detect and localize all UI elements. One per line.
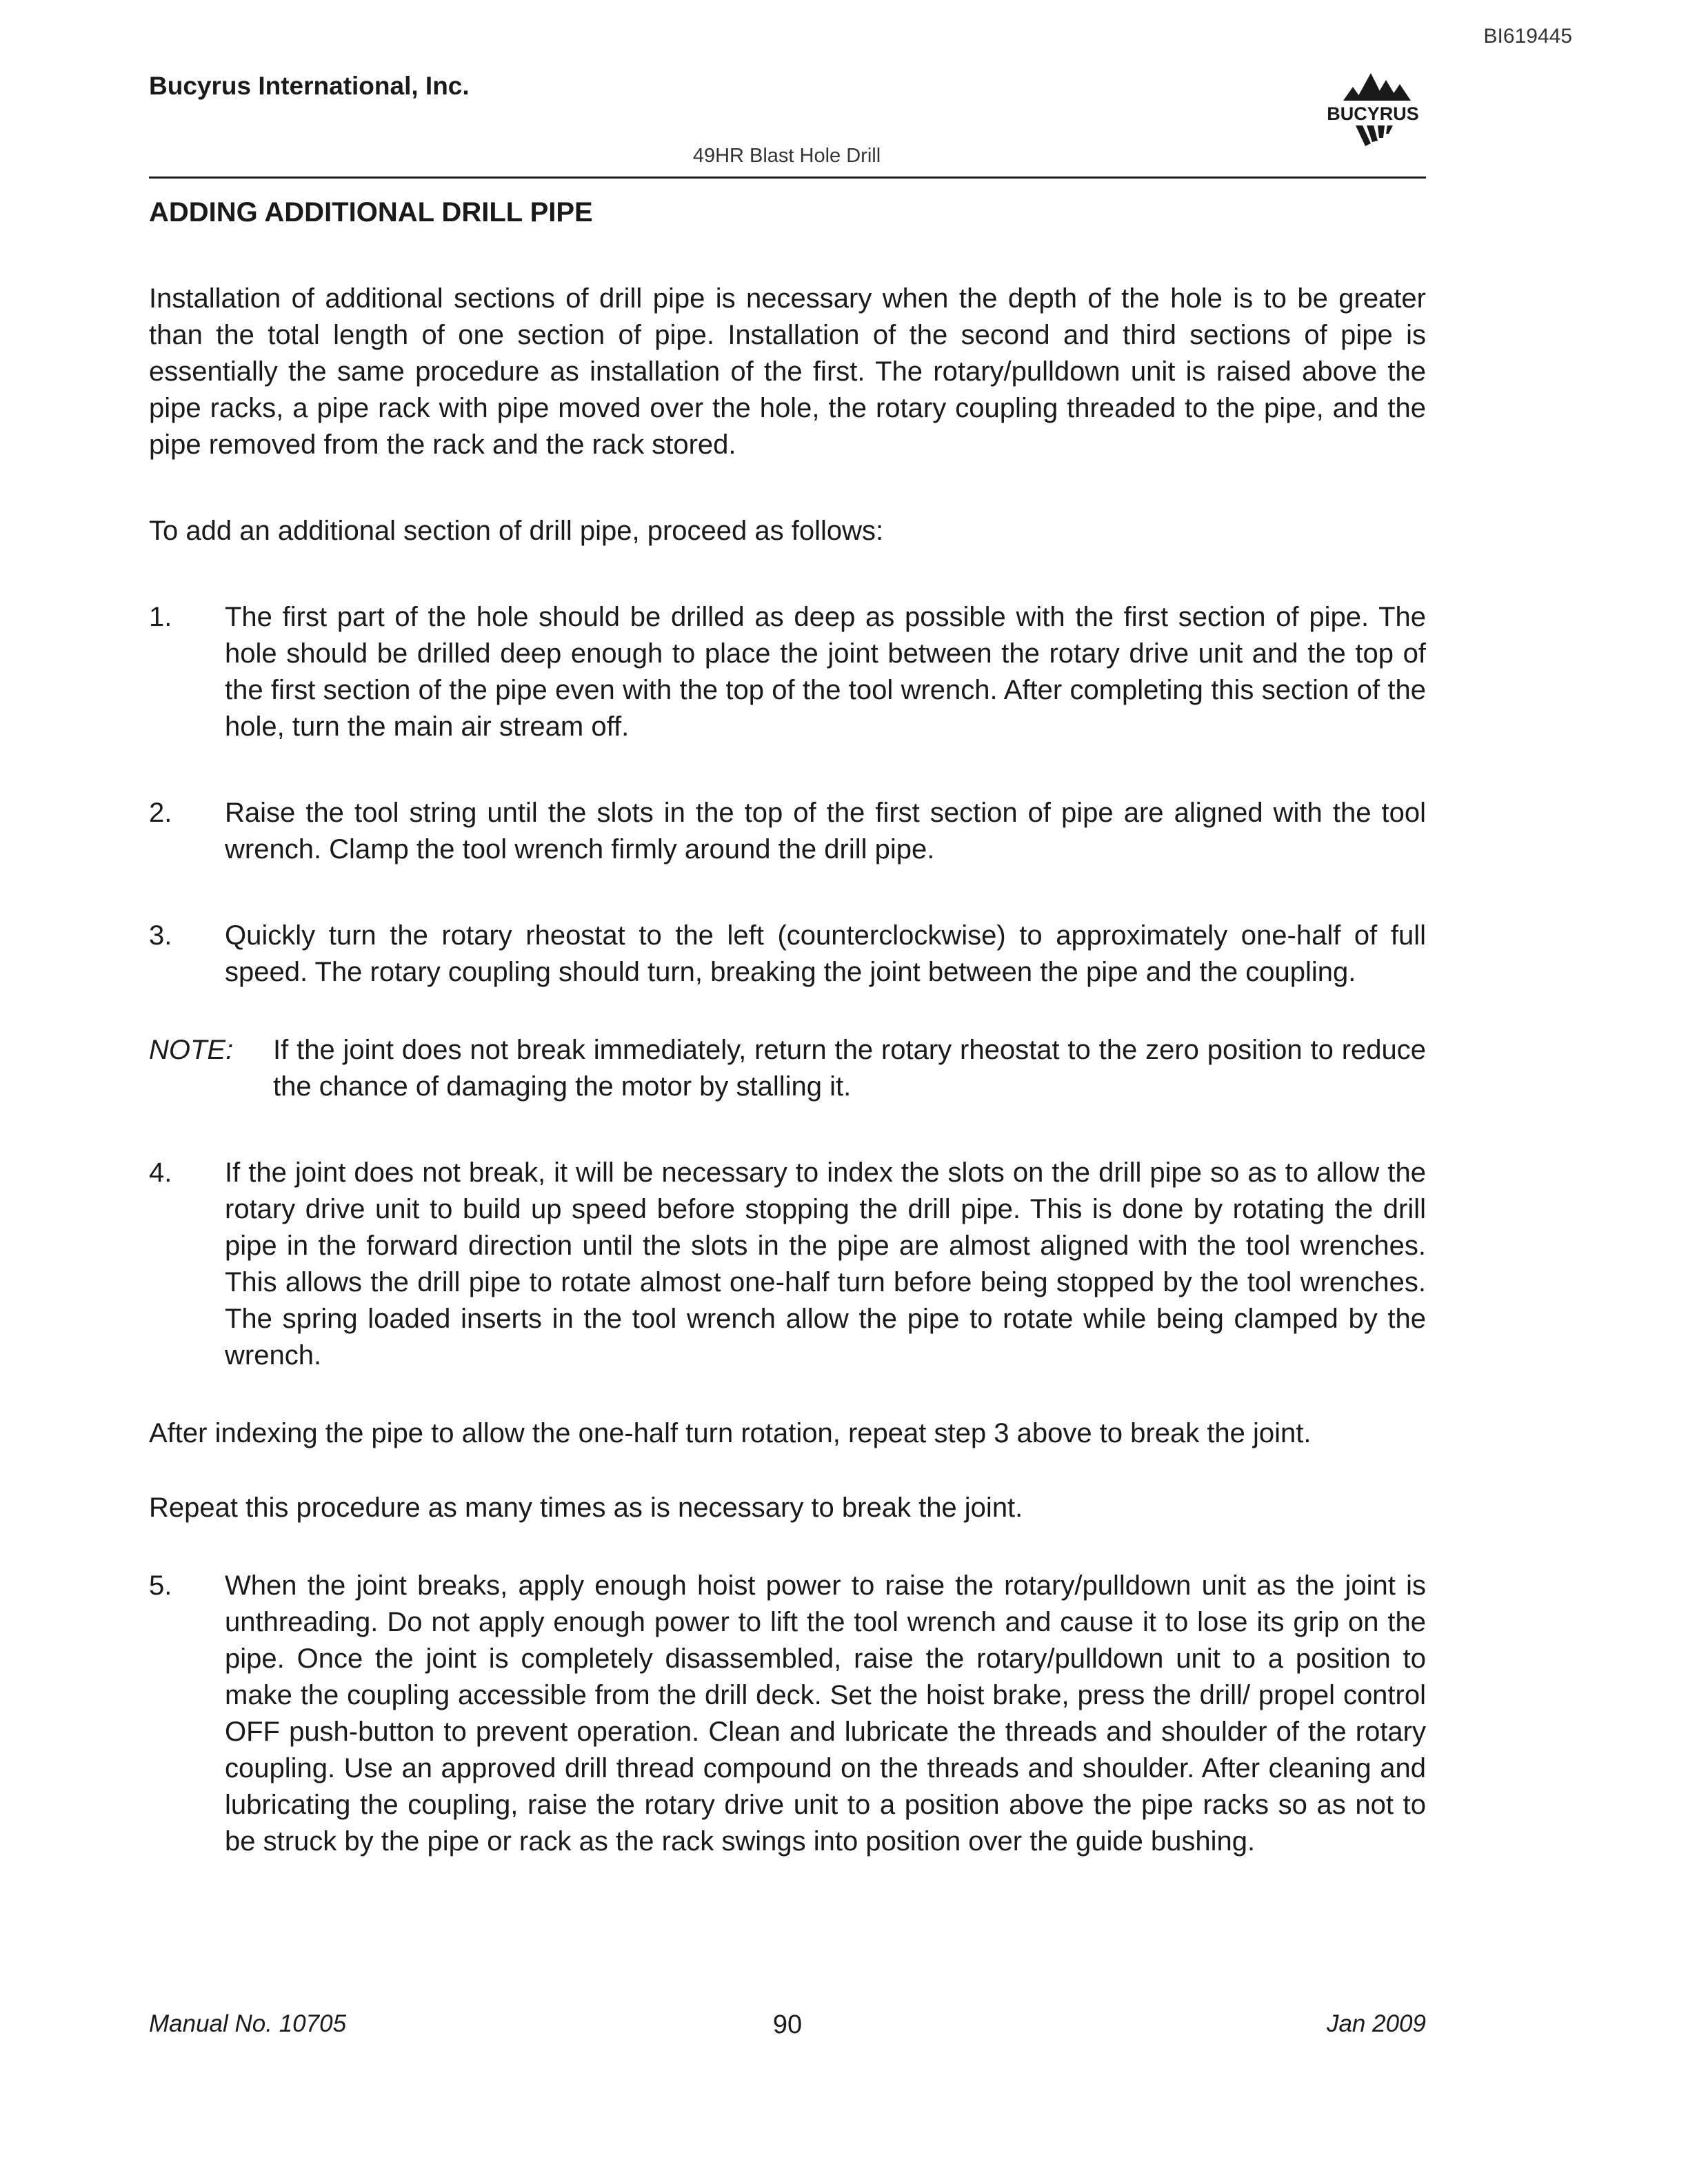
- step-number: 4.: [149, 1157, 172, 1188]
- step-text: When the joint breaks, apply enough hoist power to raise the rotary/pulldown unit as the joint is unthreading. Do not apply enough power to lift the tool wrench and cause it to lose its grip on the pipe. Once the joint is completely disassembled, raise the rotary/pulldown unit to a position to make the coupling accessible from the drill deck. Set the hoist brake, press the drill/ propel control OFF push-button to prevent operation. Clean and lubricate the threads and shoulder of the rotary coupling. Use an approved drill thread compound on the threads and shoulder. After cleaning and lubricating the coupling, raise the rotary drive unit to a position above the pipe racks so as not to be struck by the pipe or rack as the rack swings into position over the guide bushing.: [225, 1570, 1426, 1857]
- page-number: 90: [772, 2010, 803, 2039]
- step-3: [149, 918, 1426, 991]
- logo-text: BUCYRUS: [1327, 103, 1419, 124]
- step-4: [149, 1155, 1426, 1374]
- step-2: [149, 795, 1426, 868]
- repeat-paragraph: Repeat this procedure as many times as is necessary to break the joint.: [149, 1493, 1023, 1523]
- bucyrus-logo-icon: [1307, 69, 1438, 154]
- step-number: 2.: [149, 798, 172, 828]
- note-text: If the joint does not break immediately, return the rotary rheostat to the zero position to reduce the chance of damaging the motor by stalling it.: [273, 1035, 1426, 1102]
- publication-date: Jan 2009: [1326, 2010, 1426, 2037]
- after-indexing-paragraph: After indexing the pipe to allow the one-half turn rotation, repeat step 3 above to break the joint.: [149, 1418, 1312, 1448]
- note: [149, 1032, 1426, 1105]
- step-5: [149, 1568, 1426, 1860]
- page-content: [149, 194, 1426, 1860]
- step-number: 5.: [149, 1570, 172, 1601]
- step-text: Raise the tool string until the slots in the top of the first section of pipe are aligned with the tool wrench. Clamp the tool wrench firmly around the drill pipe.: [225, 798, 1426, 865]
- step-number: 3.: [149, 920, 172, 951]
- step-text: If the joint does not break, it will be necessary to index the slots on the drill pipe so as to allow the rotary drive unit to build up speed before stopping the drill pipe. This is done by rotating the drill pipe in the forward direction until the slots in the pipe are almost aligned with the tool wrenches. This allows the drill pipe to rotate almost one-half turn before being stopped by the tool wrenches. The spring loaded inserts in the tool wrench allow the pipe to rotate while being clamped by the wrench.: [225, 1157, 1426, 1371]
- lead-in-paragraph: To add an additional section of drill pipe, proceed as follows:: [149, 516, 884, 546]
- document-subtitle: 49HR Blast Hole Drill: [692, 145, 881, 167]
- manual-number: Manual No. 10705: [149, 2010, 347, 2037]
- document-id: BI619445: [1483, 25, 1572, 48]
- page-footer: [149, 2010, 1426, 2045]
- step-text: The first part of the hole should be drilled as deep as possible with the first section of pipe. The hole should be drilled deep enough to place the joint between the rotary drive unit and the top of the first section of the pipe even with the top of the tool wrench. After completing this section of the hole, turn the main air stream off.: [225, 602, 1426, 742]
- note-label: NOTE:: [149, 1035, 234, 1065]
- step-number: 1.: [149, 602, 172, 632]
- bucyrus-logo: [1307, 69, 1438, 154]
- intro-paragraph: Installation of additional sections of drill pipe is necessary when the depth of the hole is to be greater than the total length of one section of pipe. Installation of the second and third sections of pipe is essentially the same procedure as installation of the first. The rotary/pulldown unit is raised above the pipe racks, a pipe rack with pipe moved over the hole, the rotary coupling threaded to the pipe, and the pipe removed from the rack and the rack stored.: [149, 283, 1426, 460]
- step-text: Quickly turn the rotary rheostat to the left (counterclockwise) to approximately one-half of full speed. The rotary coupling should turn, breaking the joint between the pipe and the coupling.: [225, 920, 1426, 987]
- section-title: ADDING ADDITIONAL DRILL PIPE: [149, 197, 593, 228]
- header-divider: [149, 176, 1426, 179]
- step-1: [149, 599, 1426, 745]
- company-name: Bucyrus International, Inc.: [149, 72, 470, 100]
